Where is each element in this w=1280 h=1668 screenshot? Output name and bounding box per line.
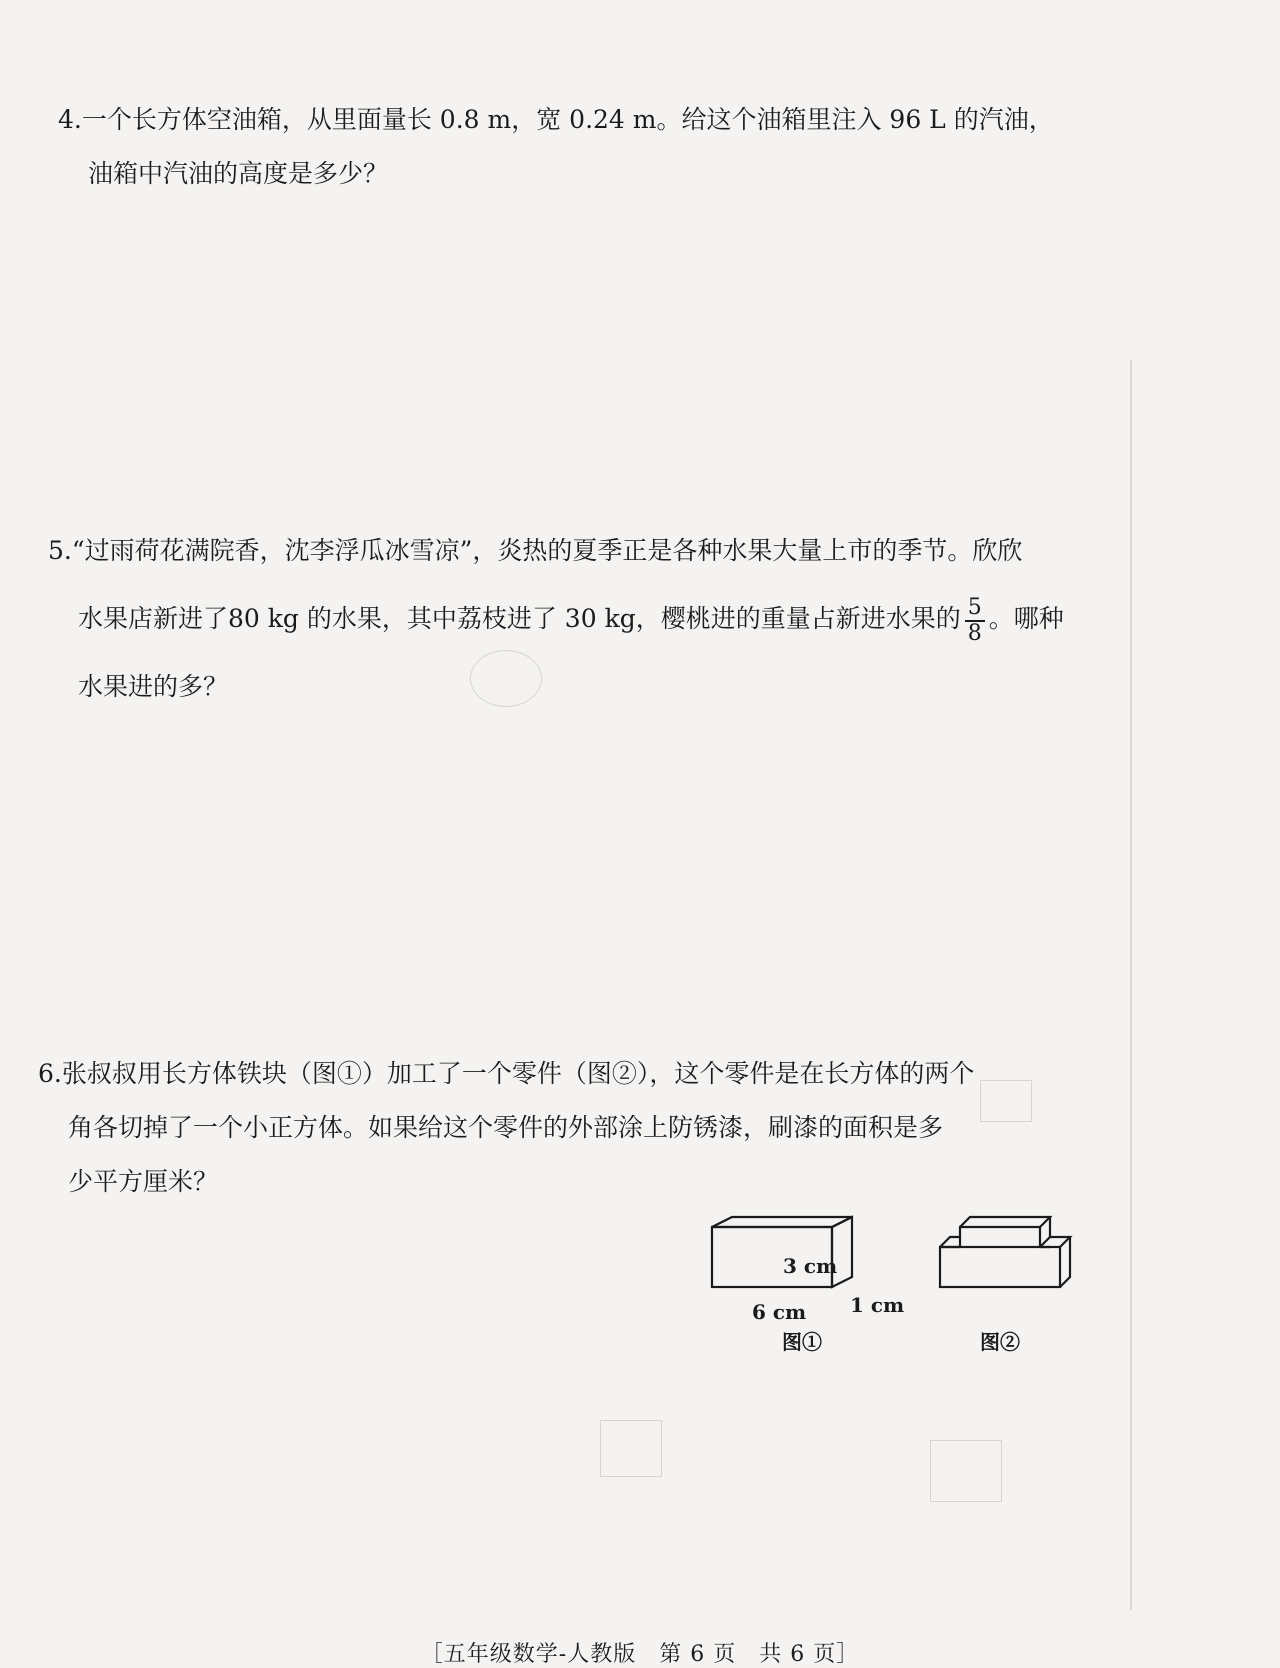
part-front-face bbox=[940, 1247, 1060, 1287]
question-6-line-3: 少平方厘米？ bbox=[68, 1167, 219, 1196]
part-notch-edge bbox=[1040, 1237, 1050, 1247]
figure-1-length-label: 6 cm bbox=[752, 1300, 807, 1324]
figure-2-part bbox=[930, 1215, 1080, 1305]
question-5-line-2-end: 。哪种 bbox=[988, 604, 1064, 633]
question-6-line-1: 6.张叔叔用长方体铁块（图①）加工了一个零件（图②），这个零件是在长方体的两个 bbox=[38, 1059, 975, 1088]
question-4-line-2: 油箱中汽油的高度是多少？ bbox=[88, 159, 389, 188]
question-4-line-1: 4.一个长方体空油箱，从里面量长 0.8 m，宽 0.24 m。给这个油箱里注入 96 L 的汽油， bbox=[58, 105, 1054, 134]
fraction-five-eighths bbox=[965, 596, 985, 646]
figure-1-caption: 图① bbox=[782, 1330, 822, 1354]
part-top-back-edge bbox=[960, 1217, 1050, 1227]
binding-margin-line bbox=[1130, 360, 1132, 1610]
part-left-notch bbox=[940, 1237, 960, 1247]
page-footer: ［五年级数学-人教版 第 6 页 共 6 页］ bbox=[420, 1642, 860, 1667]
question-6-line-2: 角各切掉了一个小正方体。如果给这个零件的外部涂上防锈漆，刷漆的面积是多 bbox=[68, 1113, 944, 1142]
bleed-through-mark bbox=[600, 1420, 662, 1477]
part-right-notch bbox=[1050, 1217, 1070, 1247]
bleed-through-mark bbox=[930, 1440, 1002, 1502]
cuboid-top-face bbox=[712, 1217, 852, 1227]
question-5-line-2-text: 水果店新进了80 kg 的水果，其中荔枝进了 30 kg，樱桃进的重量占新进水果的 bbox=[78, 604, 961, 633]
figure-1-width-label: 1 cm bbox=[850, 1293, 905, 1317]
question-4 bbox=[58, 93, 1054, 201]
figure-1-height-label: 3 cm bbox=[783, 1254, 838, 1278]
fraction-numerator: 5 bbox=[965, 596, 985, 622]
figure-2-caption: 图② bbox=[980, 1330, 1020, 1354]
question-5 bbox=[48, 517, 1064, 721]
bleed-through-mark bbox=[980, 1080, 1032, 1122]
question-5-line-3: 水果进的多？ bbox=[78, 672, 229, 701]
question-6 bbox=[38, 1047, 974, 1209]
question-5-line-2 bbox=[48, 585, 1064, 653]
fraction-denominator: 8 bbox=[967, 620, 982, 646]
question-5-line-1: 5.“过雨荷花满院香，沈李浮瓜冰雪凉”，炎热的夏季正是各种水果大量上市的季节。欣欣 bbox=[48, 536, 1023, 565]
